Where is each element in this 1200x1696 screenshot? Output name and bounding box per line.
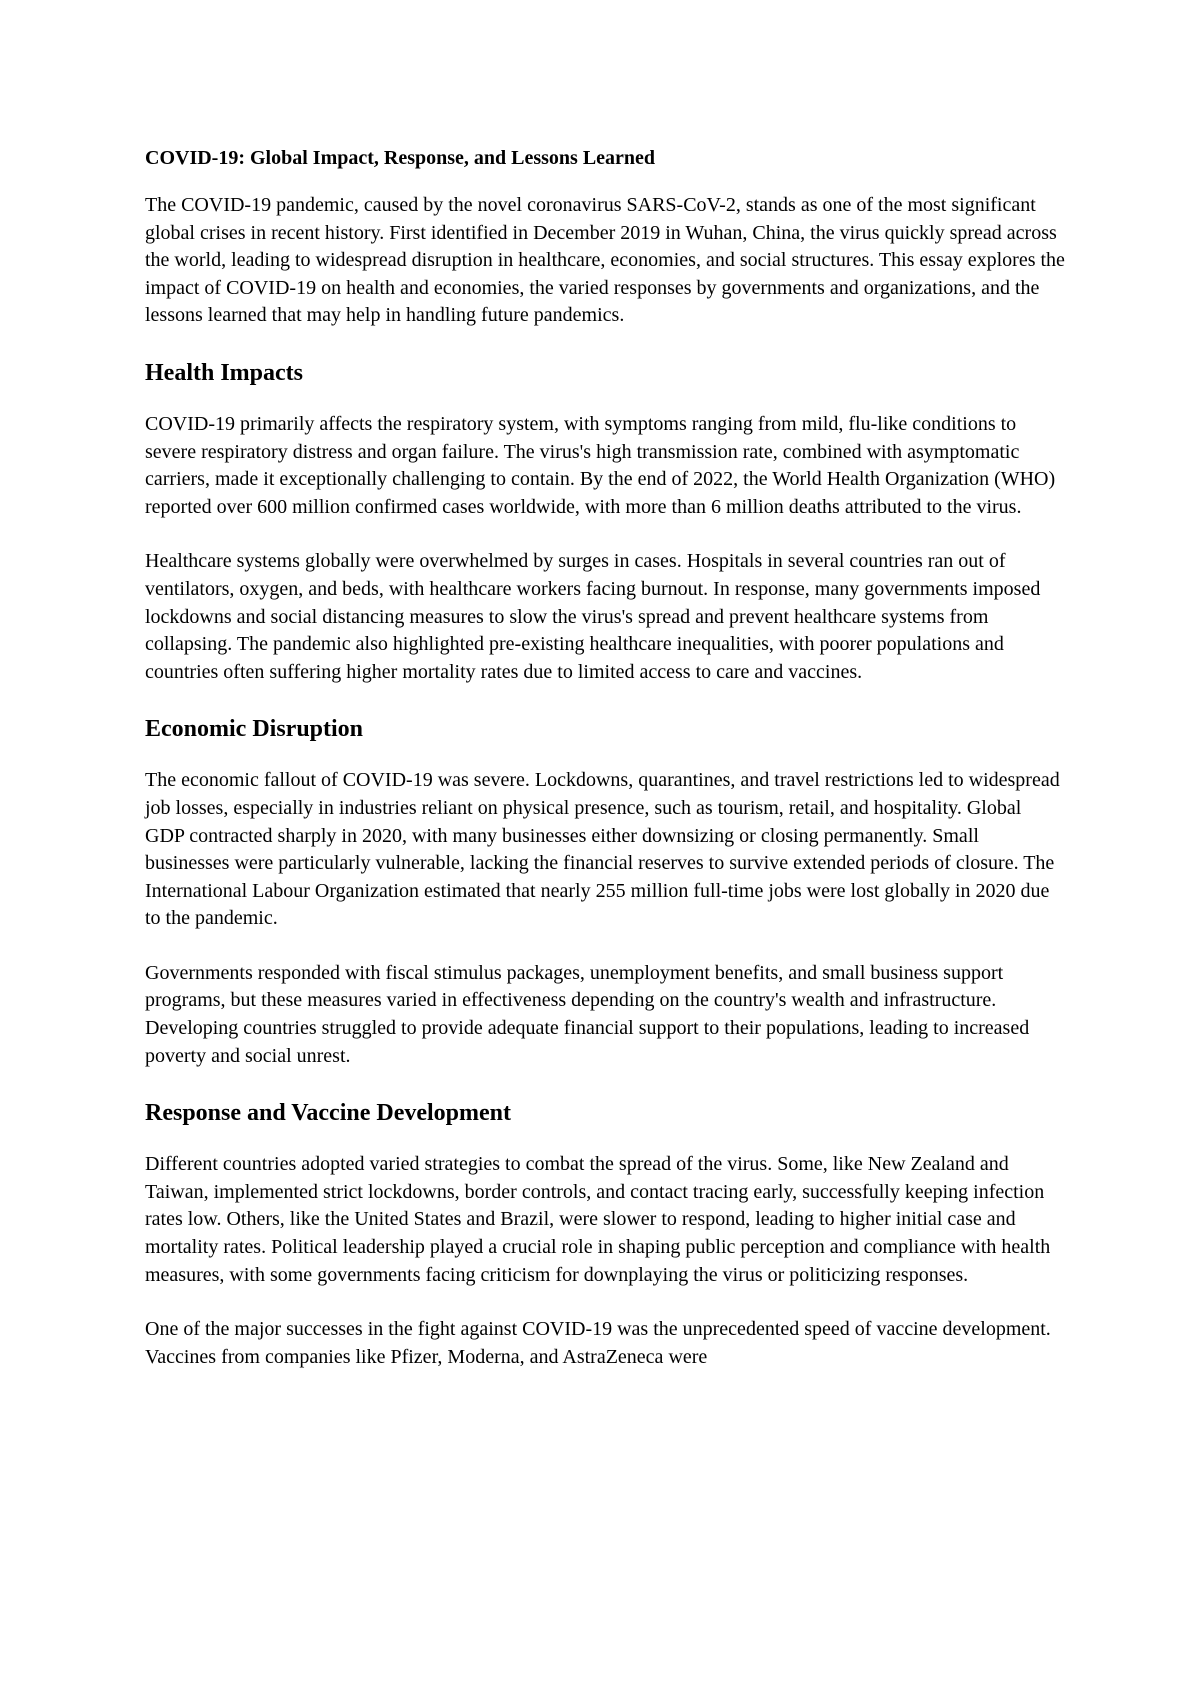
economic-disruption-paragraph-1: The economic fallout of COVID-19 was severe. Lockdowns, quarantines, and travel restrictions led to widespread job losses, especially in industries reliant on physical presence, such as tourism, retail, and hospitality. Global GDP contracted sharply in 2020, with many businesses either downsizing or closing permanently. Small businesses were particularly vulnerable, lacking the financial reserves to survive extended periods of closure. The International Labour Organization estimated that nearly 255 million full-time jobs were lost globally in 2020 due to the pandemic. — [145, 769, 1060, 930]
health-impacts-paragraph-2: Healthcare systems globally were overwhelmed by surges in cases. Hospitals in several countries ran out of ventilators, oxygen, and beds, with healthcare workers facing burnout. In response, many governments imposed lockdowns and social distancing measures to slow the virus's spread and prevent healthcare systems from collapsing. The pandemic also highlighted pre-existing healthcare inequalities, with poorer populations and countries often suffering higher mortality rates due to limited access to care and vaccines. — [145, 550, 1041, 683]
health-impacts-paragraph-1: COVID-19 primarily affects the respiratory system, with symptoms ranging from mild, flu-like conditions to severe respiratory distress and organ failure. The virus's high transmission rate, combined with asymptomatic carriers, made it exceptionally challenging to contain. By the end of 2022, the World Health Organization (WHO) reported over 600 million confirmed cases worldwide, with more than 6 million deaths attributed to the virus. — [145, 412, 1056, 518]
response-vaccine-paragraph-1: Different countries adopted varied strategies to combat the spread of the virus. Some, like New Zealand and Taiwan, implemented strict lockdowns, border controls, and contact tracing early, successfully keeping infection rates low. Others, like the United States and Brazil, were slower to respond, leading to higher initial case and mortality rates. Political leadership played a crucial role in shaping public perception and compliance with health measures, with some governments facing criticism for downplaying the virus or politicizing responses. — [145, 1153, 1051, 1286]
section-heading-response-vaccine: Response and Vaccine Development — [145, 1100, 512, 1127]
document-body — [145, 144, 1065, 1398]
section-heading-health-impacts: Health Impacts — [145, 359, 303, 386]
section-heading-economic-disruption: Economic Disruption — [145, 716, 364, 743]
document-title: COVID-19: Global Impact, Response, and Lessons Learned — [145, 147, 656, 169]
economic-disruption-paragraph-2: Governments responded with fiscal stimulus packages, unemployment benefits, and small business support programs, but these measures varied in effectiveness depending on the country's wealth and infrastructure. Developing countries struggled to provide adequate financial support to their populations, leading to increased poverty and social unrest. — [145, 961, 1030, 1067]
response-vaccine-paragraph-2: One of the major successes in the fight against COVID-19 was the unprecedented speed of vaccine development. Vaccines from companies like Pfizer, Moderna, and AstraZeneca were — [145, 1318, 1051, 1368]
intro-paragraph: The COVID-19 pandemic, caused by the novel coronavirus SARS-CoV-2, stands as one of the most significant global crises in recent history. First identified in December 2019 in Wuhan, China, the virus quickly spread across the world, leading to widespread disruption in healthcare, economies, and social structures. This essay explores the impact of COVID-19 on health and economies, the varied responses by governments and organizations, and the lessons learned that may help in handling future pandemics. — [145, 194, 1065, 327]
